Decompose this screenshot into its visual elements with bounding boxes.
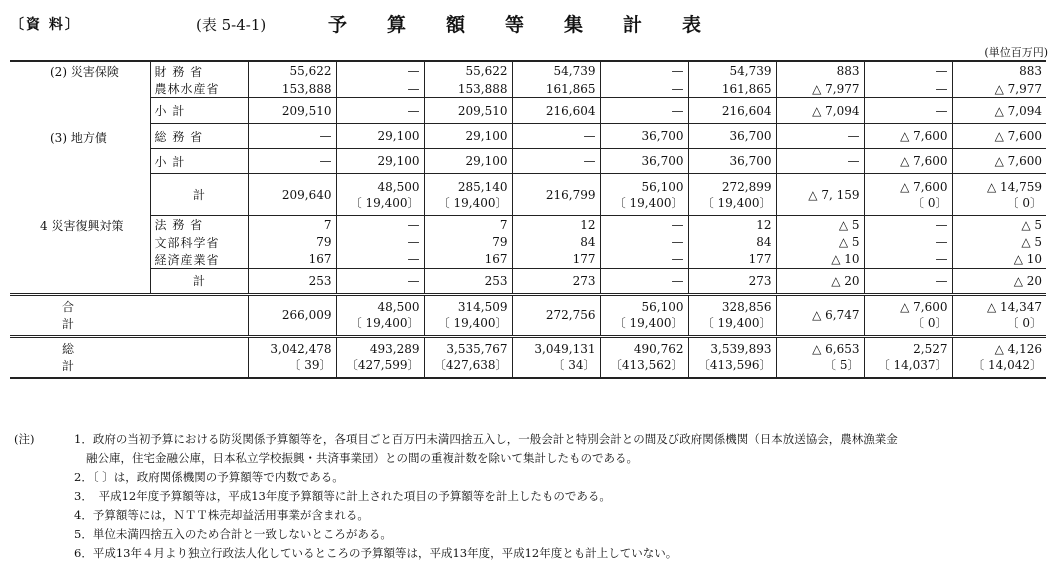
value-cell: [424, 294, 512, 336]
value-cell: [248, 174, 336, 216]
value: 209,640: [281, 187, 332, 202]
value-cell: [336, 336, 424, 378]
ministry-cell: 農林水産省: [150, 80, 248, 98]
sub-value: 〔 19,400〕: [613, 195, 684, 210]
sub-value: 〔 34〕: [552, 358, 596, 373]
category-cell: (2) 災害保険: [10, 61, 150, 80]
ministry-cell: 小 計: [150, 98, 248, 124]
value-cell: △ 7,094: [776, 98, 864, 124]
value-cell: —: [336, 234, 424, 251]
value-cell: —: [336, 268, 424, 294]
value-cell: [424, 336, 512, 378]
category-cell: 4 災害復興対策: [10, 216, 150, 234]
value-cell: [688, 336, 776, 378]
sub-value: 〔 0〕: [912, 195, 948, 210]
value-cell: 29,100: [336, 124, 424, 149]
value: 272,756: [545, 308, 596, 322]
ministry-cell: 経済産業省: [150, 251, 248, 269]
table-row: [10, 216, 1046, 234]
value-cell: [424, 174, 512, 216]
ministry-cell: 計: [150, 174, 248, 216]
value-cell: 177: [512, 251, 600, 269]
table-row: [10, 294, 1046, 336]
value-cell: 883: [952, 61, 1046, 80]
value-cell: 7: [248, 216, 336, 234]
value-cell: —: [600, 251, 688, 269]
table-row: [10, 336, 1046, 378]
value-cell: 161,865: [512, 80, 600, 98]
category-cell: [10, 234, 150, 251]
value-cell: 273: [688, 268, 776, 294]
table-row: [10, 124, 1046, 149]
note-1a: 1．政府の当初予算における防災関係予算額等を，各項目ごと百万円未満四捨五入し，一般会計と特別会計との間及び政府関係機関（日本放送協会，農林漁業金: [74, 432, 898, 446]
value-cell: 36,700: [688, 124, 776, 149]
value-cell: —: [864, 216, 952, 234]
sub-value: 〔 5〕: [824, 358, 860, 373]
category-cell: [10, 268, 150, 294]
value: △ 7,600: [900, 300, 948, 314]
unit-label: (単位百万円): [984, 46, 1048, 59]
note-3: 3． 平成12年度予算額等は，平成13年度予算額等に計上された項目の予算額等を計上したものである。: [74, 489, 611, 503]
value: △ 6,747: [812, 308, 860, 322]
value-cell: △ 10: [776, 251, 864, 269]
value-cell: [776, 174, 864, 216]
value-cell: 79: [424, 234, 512, 251]
value-cell: 54,739: [512, 61, 600, 80]
value-cell: —: [776, 124, 864, 149]
value-cell: 29,100: [424, 124, 512, 149]
value-cell: —: [864, 98, 952, 124]
value: 314,509: [457, 300, 508, 314]
value: 272,899: [721, 179, 772, 194]
value-cell: △ 5: [1021, 235, 1042, 249]
value: 3,042,478: [270, 342, 332, 357]
sub-value: 〔 19,400〕: [349, 195, 420, 210]
value-cell: 253: [424, 268, 512, 294]
value-cell: —: [248, 124, 336, 149]
ministry-cell: 総 務 省: [150, 124, 248, 149]
value-cell: △ 20: [776, 268, 864, 294]
note-6: 6．平成13年４月より独立行政法人化しているところの予算額等は，平成13年度，平成12年度とも計上していない。: [74, 546, 678, 560]
value: 3,539,893: [710, 342, 772, 357]
value-cell: 55,622: [248, 61, 336, 80]
value: 3,049,131: [534, 342, 596, 357]
row-label-left: 総: [62, 342, 75, 357]
value-cell: △ 7,600: [864, 124, 952, 149]
value-cell: 7: [424, 216, 512, 234]
value: 266,009: [281, 308, 332, 322]
value: △ 14,759: [986, 179, 1042, 194]
value-cell: 167: [248, 251, 336, 269]
value-cell: 167: [424, 251, 512, 269]
value-cell: 54,739: [688, 61, 776, 80]
value-cell: —: [512, 149, 600, 174]
table-row: [10, 268, 1046, 294]
category-cell: [10, 98, 150, 124]
value-cell: —: [864, 61, 952, 80]
value: △ 6,653: [812, 342, 860, 357]
value-cell: —: [600, 216, 688, 234]
note-5: 5．単位未満四捨五入のため合計と一致しないところがある。: [74, 527, 392, 541]
value-cell: 36,700: [688, 149, 776, 174]
value-cell: 177: [688, 251, 776, 269]
value-cell: [864, 294, 952, 336]
value-cell: △ 5: [776, 234, 864, 251]
value-cell: [776, 294, 864, 336]
value-cell: 209,510: [424, 98, 512, 124]
value-cell: —: [600, 80, 688, 98]
sub-value: 〔413,562〕: [609, 358, 684, 373]
value-cell: [512, 294, 600, 336]
row-label-right: 計: [62, 359, 75, 374]
table-row: [10, 251, 1046, 269]
value-cell: [952, 336, 1046, 378]
value: △ 14,347: [986, 300, 1042, 314]
value: 216,799: [545, 187, 596, 202]
value-cell: 153,888: [424, 80, 512, 98]
value-cell: [336, 174, 424, 216]
sub-value: 〔427,599〕: [345, 358, 420, 373]
value-cell: [864, 174, 952, 216]
value-cell: 253: [248, 268, 336, 294]
sub-value: 〔 14,042〕: [972, 358, 1042, 373]
value-cell: [688, 174, 776, 216]
value-cell: 55,622: [424, 61, 512, 80]
value-cell: 216,604: [688, 98, 776, 124]
row-label: [10, 294, 248, 336]
table-row: [10, 174, 1046, 216]
ministry-cell: 小 計: [150, 149, 248, 174]
value-cell: △ 7,600: [952, 124, 1046, 149]
table-number: (表 5-4-1): [196, 16, 267, 34]
value-cell: [776, 336, 864, 378]
value-cell: —: [600, 98, 688, 124]
sub-value: 〔 39〕: [288, 358, 332, 373]
sub-value: 〔 0〕: [1006, 195, 1042, 210]
row-label: [10, 336, 248, 378]
table-row: [10, 149, 1046, 174]
value-cell: [864, 336, 952, 378]
value-cell: —: [336, 216, 424, 234]
value-cell: —: [336, 98, 424, 124]
sub-value: 〔 19,400〕: [349, 316, 420, 330]
value-cell: 12: [512, 216, 600, 234]
sub-value: 〔413,596〕: [697, 358, 772, 373]
value: 48,500: [377, 300, 420, 314]
value-cell: [688, 294, 776, 336]
value-cell: [600, 294, 688, 336]
value-cell: 209,510: [248, 98, 336, 124]
value-cell: —: [336, 80, 424, 98]
sub-value: 〔 19,400〕: [437, 316, 508, 330]
sub-value: 〔427,638〕: [433, 358, 508, 373]
value-cell: —: [776, 149, 864, 174]
value-cell: [952, 294, 1046, 336]
ministry-cell: 文部科学省: [150, 234, 248, 251]
value-cell: △ 7,977: [776, 80, 864, 98]
value-cell: 84: [512, 234, 600, 251]
sub-value: 〔 19,400〕: [437, 195, 508, 210]
value-cell: 883: [776, 61, 864, 80]
value-cell: —: [864, 268, 952, 294]
value-cell: [512, 174, 600, 216]
value-cell: —: [600, 234, 688, 251]
category-cell: (3) 地方債: [10, 124, 150, 149]
row-label-right: 計: [62, 317, 75, 331]
value-cell: 36,700: [600, 149, 688, 174]
budget-table: [10, 60, 1046, 379]
value-cell: [952, 174, 1046, 216]
value-cell: —: [864, 80, 952, 98]
value-cell: △ 5: [776, 216, 864, 234]
value: 56,100: [641, 300, 684, 314]
value-cell: —: [336, 251, 424, 269]
value-cell: △ 10: [952, 251, 1046, 269]
ministry-cell: 財 務 省: [150, 61, 248, 80]
page-title: 予算額等集計表: [328, 14, 742, 36]
table-row: [10, 80, 1046, 98]
value-cell: 29,100: [424, 149, 512, 174]
value-cell: 12: [688, 216, 776, 234]
value: △ 4,126: [994, 342, 1042, 357]
resource-label: 〔資 料〕: [10, 17, 81, 33]
sub-value: 〔 19,400〕: [701, 195, 772, 210]
value-cell: △ 5: [1021, 217, 1042, 232]
value: 2,527: [913, 342, 948, 357]
note-2: 2．〔 〕は，政府関係機関の予算額等で内数である。: [74, 470, 344, 484]
value-cell: △ 7,600: [864, 149, 952, 174]
ministry-cell: 計: [150, 268, 248, 294]
value-cell: 273: [512, 268, 600, 294]
value-cell: —: [600, 268, 688, 294]
value-cell: 84: [688, 234, 776, 251]
note-1b: 融公庫，住宅金融公庫，日本私立学校振興・共済事業団）との間の重複計数を除いて集計したものである。: [86, 451, 638, 465]
sub-value: 〔 19,400〕: [701, 316, 772, 330]
value-cell: [600, 174, 688, 216]
value-cell: △ 20: [952, 268, 1046, 294]
value: 493,289: [369, 342, 420, 357]
value-cell: △ 7,600: [952, 149, 1046, 174]
value: 285,140: [457, 179, 508, 194]
value-cell: 153,888: [248, 80, 336, 98]
value-cell: 79: [248, 234, 336, 251]
note-4: 4．予算額等には，ＮＴＴ株売却益活用事業が含まれる。: [74, 508, 369, 522]
sub-value: 〔 19,400〕: [613, 316, 684, 330]
sub-value: 〔 14,037〕: [877, 358, 948, 373]
category-cell: [10, 174, 150, 216]
category-cell: [10, 149, 150, 174]
ministry-cell: 法 務 省: [150, 216, 248, 234]
notes-label: (注): [14, 432, 35, 446]
value-cell: [248, 336, 336, 378]
table-row: [10, 98, 1046, 124]
value-cell: —: [864, 234, 952, 251]
value-cell: —: [864, 251, 952, 269]
value-cell: [336, 294, 424, 336]
sub-value: 〔 0〕: [1006, 316, 1042, 330]
value: 56,100: [641, 179, 684, 194]
page-header: [10, 10, 1050, 40]
value: △ 7, 159: [808, 187, 860, 202]
sub-value: 〔 0〕: [912, 316, 948, 330]
value-cell: △ 7,977: [952, 80, 1046, 98]
value-cell: 161,865: [688, 80, 776, 98]
value: 3,535,767: [446, 342, 508, 357]
category-cell: [10, 80, 150, 98]
value-cell: —: [512, 124, 600, 149]
value-cell: [512, 336, 600, 378]
value-cell: —: [336, 61, 424, 80]
value-cell: —: [248, 149, 336, 174]
value-cell: 36,700: [600, 124, 688, 149]
value: 328,856: [721, 300, 772, 314]
value-cell: 29,100: [336, 149, 424, 174]
category-cell: [10, 251, 150, 269]
table-row: [10, 61, 1046, 80]
value: △ 7,600: [900, 179, 948, 194]
table-row: [10, 234, 1046, 251]
value-cell: 216,604: [512, 98, 600, 124]
value-cell: —: [600, 61, 688, 80]
value: 490,762: [633, 342, 684, 357]
value-cell: [248, 294, 336, 336]
value: 48,500: [377, 179, 420, 194]
value-cell: [600, 336, 688, 378]
value-cell: △ 7,094: [952, 98, 1046, 124]
row-label-left: 合: [62, 300, 75, 314]
